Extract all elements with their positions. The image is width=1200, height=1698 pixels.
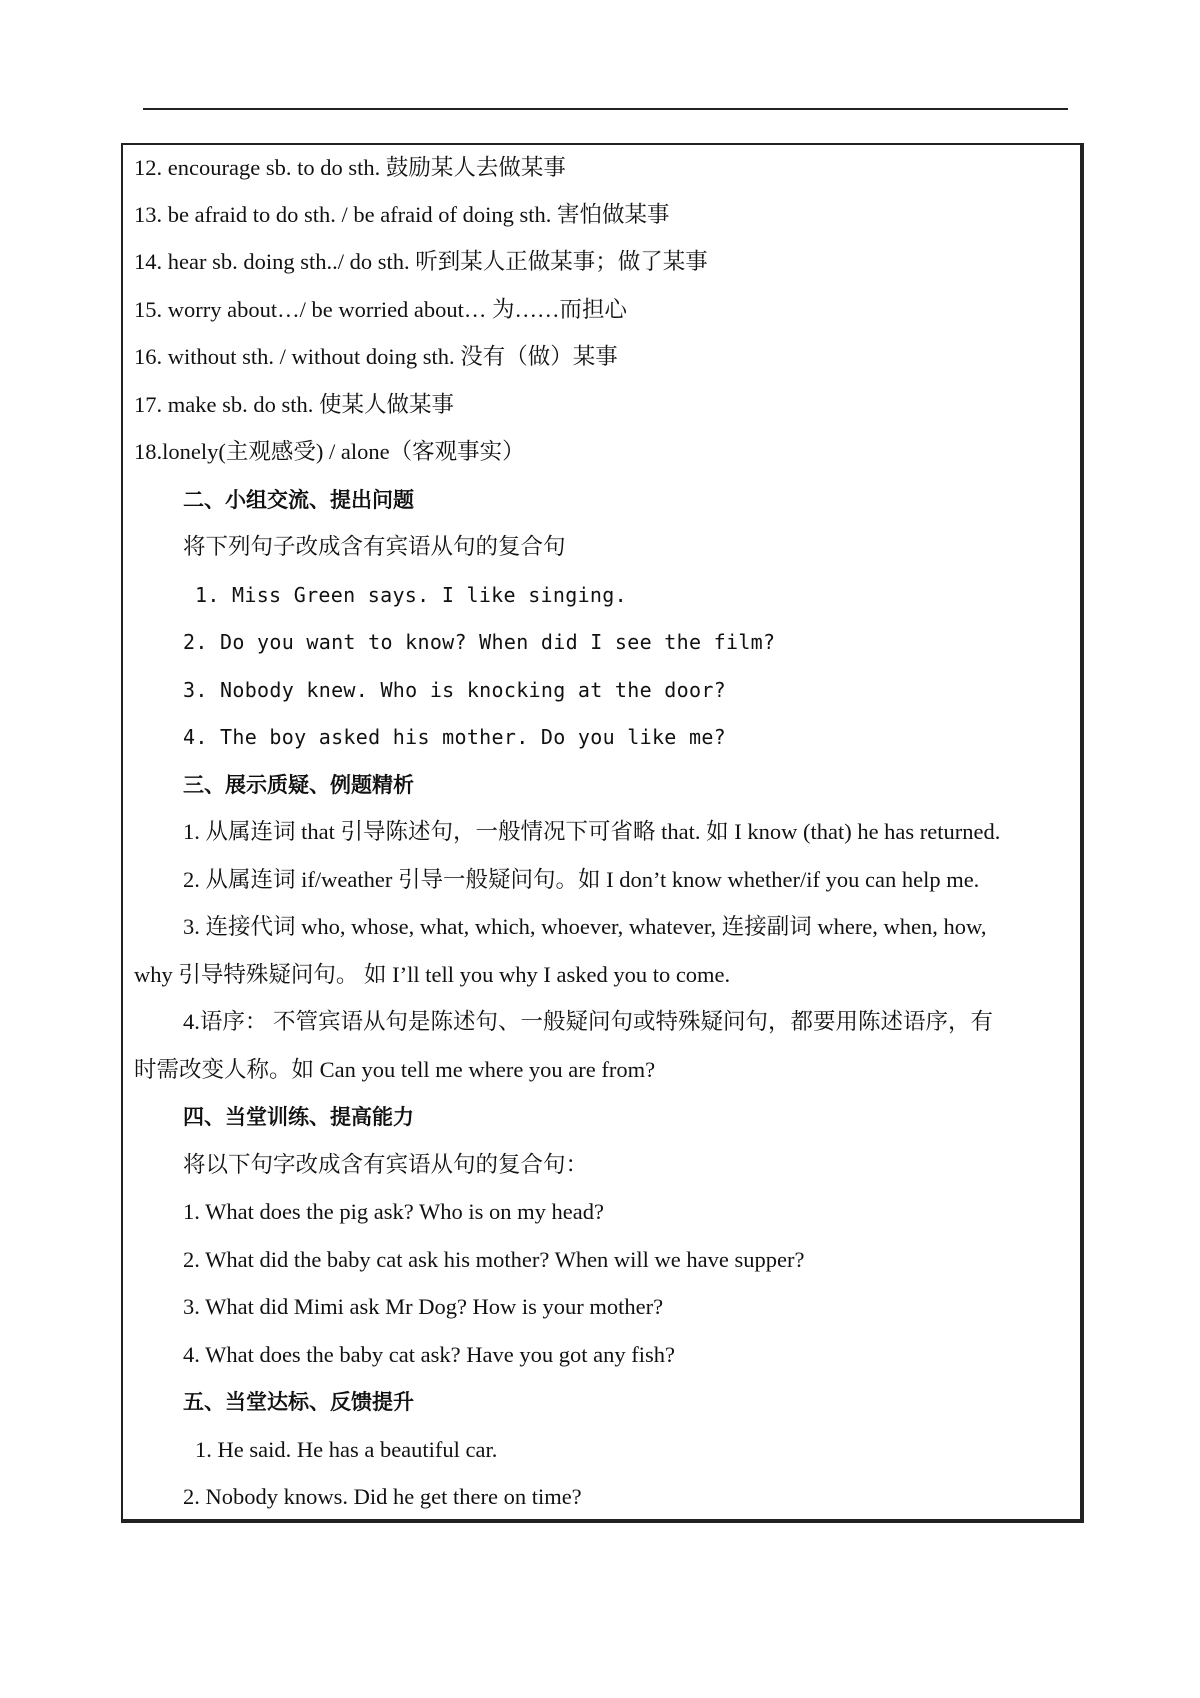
- phrase-14: 14. hear sb. doing sth../ do sth. 听到某人正做某事；做了某事: [134, 249, 708, 274]
- section4-heading: 四、当堂训练、提高能力: [183, 1105, 414, 1129]
- section5-heading: 五、当堂达标、反馈提升: [183, 1390, 414, 1414]
- section5-item-2: 2. Nobody knows. Did he get there on time?: [183, 1484, 582, 1509]
- phrase-13: 13. be afraid to do sth. / be afraid of doing sth. 害怕做某事: [134, 202, 670, 227]
- section5-item-1: 1. He said. He has a beautiful car.: [195, 1437, 498, 1462]
- section3-point-3b: why 引导特殊疑问句。 如 I’ll tell you why I asked you to come.: [134, 962, 731, 987]
- section2-item-3: 3. Nobody knew. Who is knocking at the door?: [183, 678, 727, 702]
- phrase-16: 16. without sth. / without doing sth. 没有（做）某事: [134, 344, 618, 369]
- phrase-18: 18.lonely(主观感受) / alone（客观事实）: [134, 439, 525, 464]
- section4-item-4: 4. What does the baby cat ask? Have you got any fish?: [183, 1342, 675, 1367]
- section3-point-2: 2. 从属连词 if/weather 引导一般疑问句。如 I don’t know whether/if you can help me.: [183, 867, 980, 892]
- section4-item-1: 1. What does the pig ask? Who is on my head?: [183, 1199, 604, 1224]
- phrase-17: 17. make sb. do sth. 使某人做某事: [134, 392, 454, 417]
- section3-point-1: 1. 从属连词 that 引导陈述句，一般情况下可省略 that. 如 I know (that) he has returned.: [183, 819, 1001, 844]
- section2-heading: 二、小组交流、提出问题: [183, 488, 414, 512]
- section2-instruction: 将下列句子改成含有宾语从句的复合句: [183, 534, 566, 559]
- phrase-12: 12. encourage sb. to do sth. 鼓励某人去做某事: [134, 155, 566, 180]
- section2-item-2: 2. Do you want to know? When did I see the film?: [183, 630, 776, 654]
- section2-item-1: 1. Miss Green says. I like singing.: [195, 583, 627, 607]
- section2-item-4: 4. The boy asked his mother. Do you like me?: [183, 725, 727, 749]
- section4-instruction: 将以下句字改成含有宾语从句的复合句：: [183, 1152, 589, 1177]
- section4-item-2: 2. What did the baby cat ask his mother? When will we have supper?: [183, 1247, 805, 1272]
- header-rule: [143, 108, 1068, 110]
- section4-item-3: 3. What did Mimi ask Mr Dog? How is your mother?: [183, 1294, 664, 1319]
- section3-point-4b: 时需改变人称。如 Can you tell me where you are from?: [134, 1057, 656, 1082]
- phrase-15: 15. worry about…/ be worried about… 为……而担心: [134, 297, 628, 322]
- section3-point-4a: 4.语序： 不管宾语从句是陈述句、一般疑问句或特殊疑问句，都要用陈述语序，有: [183, 1009, 994, 1034]
- section3-heading: 三、展示质疑、例题精析: [183, 773, 414, 797]
- section3-point-3a: 3. 连接代词 who, whose, what, which, whoever, whatever, 连接副词 where, when, how,: [183, 914, 987, 939]
